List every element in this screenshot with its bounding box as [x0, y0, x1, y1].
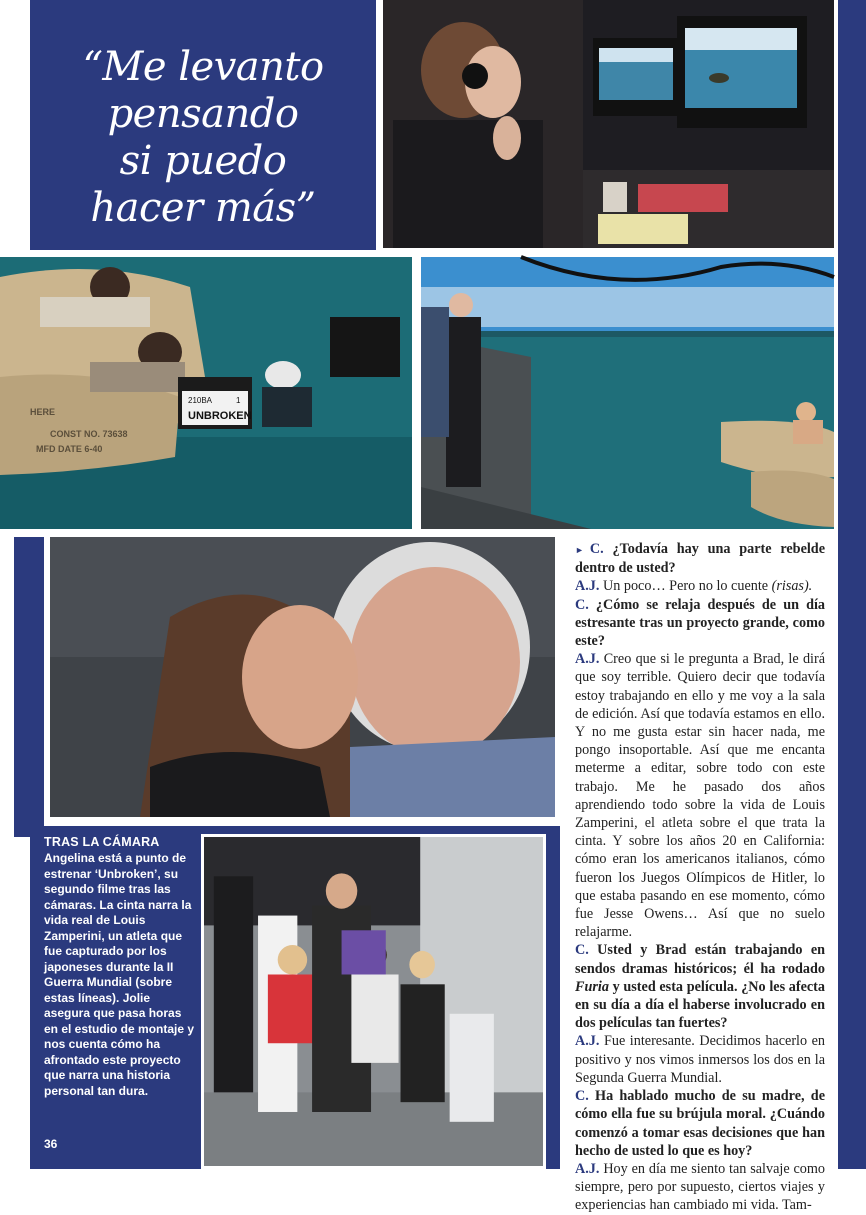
answer-label: A.J. — [575, 578, 600, 595]
question-paragraph — [575, 540, 825, 577]
answer-text: Un poco… Pero no lo cuente — [602, 578, 769, 595]
answer-paragraph — [575, 650, 825, 941]
answer-paragraph — [575, 577, 825, 595]
slate-title: UNBROKEN — [188, 410, 252, 422]
page-edge-stripe — [838, 0, 866, 1169]
answer-paragraph — [575, 1032, 825, 1087]
raft-print-3: MFD DATE 6-40 — [36, 444, 103, 454]
question-paragraph — [575, 1087, 825, 1160]
raft-print-1: HERE — [30, 407, 56, 417]
question-label: C. — [575, 1088, 589, 1105]
quote-line: si puedo — [119, 138, 287, 184]
left-accent-bar — [14, 537, 44, 837]
quote-box — [30, 0, 376, 250]
question-label: C. — [589, 541, 604, 557]
question-text: ¿Cómo se relaja después de un día estresante tras un proyecto grande, como este? — [575, 596, 825, 650]
question-text: Ha hablado mucho de su madre, de cómo ella fue su brújula moral. ¿Cuándo comenzó a tomar esas decisiones que han hecho de usted lo que es hoy? — [575, 1088, 825, 1159]
answer-paragraph — [575, 1160, 825, 1215]
answer-label: A.J. — [575, 1033, 600, 1050]
quote-line: “Me levanto — [82, 44, 324, 90]
question-label: C. — [575, 942, 589, 959]
question-label: C. — [575, 596, 589, 613]
photo-family-walking — [201, 834, 546, 1169]
answer-text: Creo que si le pregunta a Brad, le dirá que soy terrible. Quiero decir que todavía estoy trabajando en ello y me voy a la sala de edición. Así que todavía estamos en ello. Y no me gusta estar sin hacer nada, me pongo insoportable. Así que me encanta meterme a editar, sobre todo con este trabajo. Me he pasado dos años aprendiendo todo sobre la vida de Louis Zamperini, el atleta sobre el que trata la cinta. Y sobre los años 20 en California: cómo eran los americanos italianos, cómo fueron los Juegos Olímpicos de Hitler, lo que estaba pasando en ese momento, cómo fue Jesse Owens… Así que no suelo relajarme. — [575, 651, 826, 941]
answer-aside: (risas). — [771, 578, 813, 595]
article-text — [575, 540, 825, 1215]
photo-boat-pier — [421, 257, 834, 529]
quote-line: hacer más” — [90, 185, 316, 231]
question-paragraph — [575, 596, 825, 651]
question-text: Usted y Brad están trabajando en sendos dramas históricos; él ha rodado — [575, 942, 826, 977]
page-number: 36 — [44, 1137, 58, 1151]
slate-scene: 210BA — [188, 396, 213, 405]
question-text: ¿Todavía hay una parte rebelde dentro de usted? — [575, 541, 825, 577]
slate-take: 1 — [236, 396, 241, 405]
chevron-right-icon: ► — [575, 545, 584, 555]
answer-label: A.J. — [575, 651, 600, 668]
answer-label: A.J. — [575, 1160, 600, 1177]
pull-quote — [30, 44, 376, 232]
photo-raft-slate — [0, 257, 412, 529]
quote-line: pensando — [107, 91, 299, 137]
question-paragraph — [575, 941, 825, 1032]
caption-title: TRAS LA CÁMARA — [44, 835, 160, 849]
photo-portrait-zamperini — [50, 537, 555, 817]
answer-text: Hoy en día me siento tan salvaje como siempre, pero por supuesto, ciertos viajes y experiencias han cambiado mi vida. Tam- — [575, 1160, 826, 1214]
question-text: y usted esta película. ¿No les afecta en su día a día el haberse involucrado en dos películas tan fuertes? — [575, 978, 825, 1032]
raft-print-2: CONST NO. 73638 — [50, 429, 128, 439]
film-title: Furia — [575, 978, 609, 995]
photo-director-monitors — [383, 0, 834, 248]
answer-text: Fue interesante. Decidimos hacerlo en positivo y nos vimos inmersos los dos en la Segunda Guerra Mundial. — [575, 1033, 826, 1086]
caption-body: Angelina está a punto de estrenar ‘Unbroken’, su segundo filme tras las cámaras. La cinta narra la vida real de Louis Zamperini, un atleta que fue capturado por los japoneses durante la II Guerra Mundial (sobre estas líneas). Jolie asegura que pasa horas en el estudio de montaje y nos cuenta cómo ha afrontado este proyecto que narra una historia personal tan dura. — [44, 851, 195, 1098]
